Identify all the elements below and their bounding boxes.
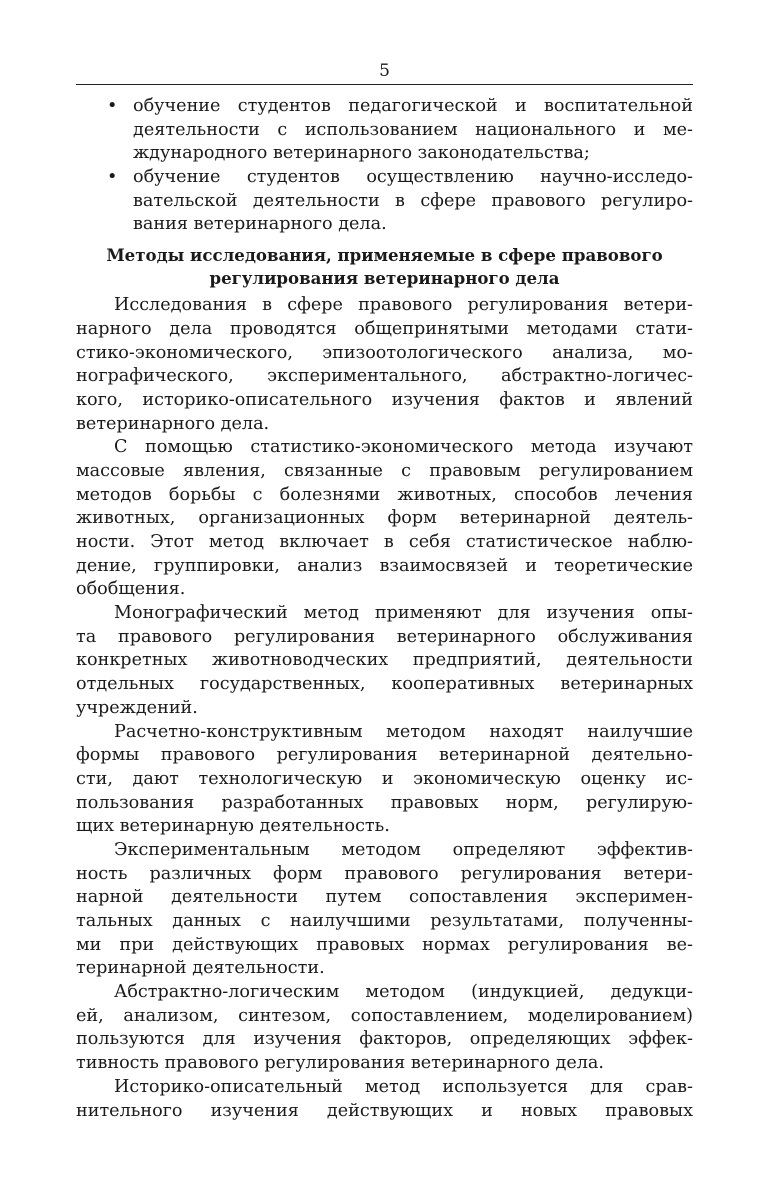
text-line: Историко-описательный метод используется для срав- [114, 1076, 693, 1097]
text-line: методов борьбы с болезнями животных, способов лечения [76, 484, 693, 505]
text-line: ми при действующих правовых нормах регулирования ве- [76, 934, 693, 955]
paragraph [76, 981, 693, 1076]
text-line: дение, группировки, анализ взаимосвязей и теоретические [76, 555, 693, 576]
text-line: стико-экономического, эпизоотологического анализа, мо- [76, 342, 693, 363]
text-line: обучение студентов педагогической и воспитательной [133, 96, 693, 116]
text-line: ность различных форм правового регулирования ветери- [76, 863, 693, 884]
bullet-item [76, 166, 693, 237]
text-line: пользуются для изучения факторов, определяющих эффек- [76, 1029, 693, 1050]
bullet-list [76, 95, 693, 237]
text-line: ветеринарного дела. [76, 413, 270, 434]
text-line: нарной деятельности путем сопоставления эксперимен- [76, 887, 693, 908]
text-line: нительного изучения действующих и новых правовых [76, 1100, 693, 1121]
paragraph [76, 294, 693, 436]
paragraph [76, 436, 693, 602]
paragraph [76, 721, 693, 839]
text-line: нографического, экспериментального, абстрактно-логичес- [76, 366, 693, 387]
heading-line: Методы исследования, применяемые в сфере правового [106, 245, 663, 266]
text-line: щих ветеринарную деятельность. [76, 816, 390, 837]
bullet-marker: • [107, 96, 118, 116]
heading-line: регулирования ветеринарного дела [209, 268, 560, 289]
text-line: отдельных государственных, кооперативных ветеринарных [76, 674, 693, 695]
section-heading [76, 244, 693, 290]
text-line: Расчетно-конструктивным методом находят наилучшие [114, 721, 693, 742]
text-line: Абстрактно-логическим методом (индукцией, дедукци- [114, 982, 693, 1003]
text-line: вательской деятельности в сфере правового регулиро- [133, 190, 693, 211]
text-line: массовые явления, связанные с правовым регулированием [76, 460, 693, 481]
text-line: тивность правового регулирования ветеринарного дела. [76, 1053, 605, 1074]
text-line: С помощью статистико-экономического метода изучают [114, 437, 693, 458]
paragraph [76, 839, 693, 981]
document-page [76, 60, 693, 1123]
text-line: та правового регулирования ветеринарного обслуживания [76, 626, 693, 647]
text-line: ности. Этот метод включает в себя статистическое наблю- [76, 532, 693, 552]
text-line: теринарной деятельности. [76, 958, 325, 979]
text-line: пользования разработанных правовых норм, регулирую- [76, 792, 693, 813]
text-line: животных, организационных форм ветеринарной деятель- [76, 508, 693, 529]
text-line: сти, дают технологическую и экономическую оценку ис- [76, 768, 693, 789]
header-rule [76, 84, 693, 85]
text-line: нарного дела проводятся общепринятыми методами стати- [76, 318, 693, 339]
text-line: конкретных животноводческих предприятий, деятельности [76, 650, 693, 671]
bullet-marker: • [107, 167, 118, 188]
page-number: 5 [379, 61, 390, 81]
text-line: ей, анализом, синтезом, сопоставлением, моделированием) [76, 1005, 693, 1026]
text-line: обучение студентов осуществлению научно-исследо- [133, 167, 693, 188]
text-line: Монографический метод применяют для изучения опы- [114, 603, 693, 624]
text-line: Экспериментальным методом определяют эффектив- [114, 839, 693, 860]
text-line: учреждений. [76, 697, 198, 718]
text-line: тальных данных с наилучшими результатами, полученны- [76, 911, 693, 931]
paragraph [76, 602, 693, 720]
text-line: ждународного ветеринарного законодательства; [133, 143, 590, 164]
text-line: кого, историко-описательного изучения фактов и явлений [76, 389, 693, 410]
text-line: формы правового регулирования ветеринарной деятельно- [76, 745, 693, 766]
text-line: деятельности с использованием национального и ме- [133, 119, 693, 140]
text-line: Исследования в сфере правового регулирования ветери- [114, 295, 693, 316]
bullet-item [76, 95, 693, 166]
text-line: обобщения. [76, 579, 186, 600]
paragraph [76, 1076, 693, 1123]
text-line: вания ветеринарного дела. [133, 214, 387, 235]
